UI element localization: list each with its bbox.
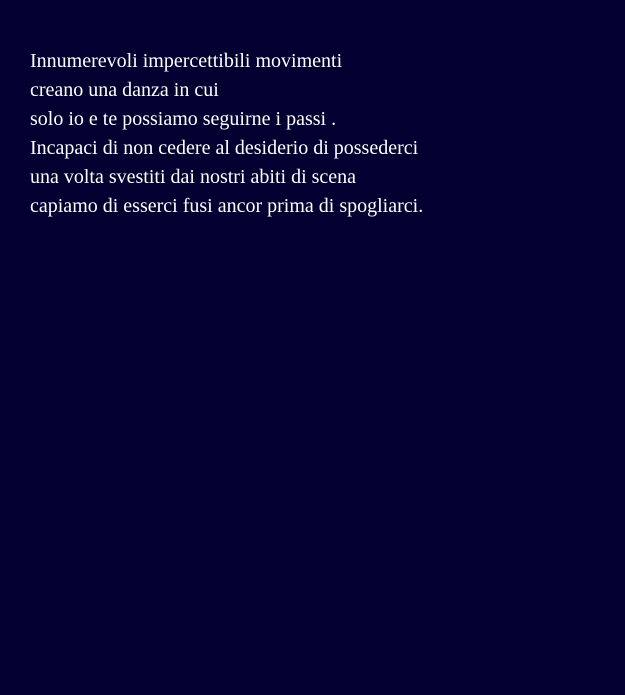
poem-line-5: una volta svestiti dai nostri abiti di scena: [30, 166, 357, 188]
poem-line-3: solo io e te possiamo seguirne i passi .: [30, 108, 337, 130]
poem-line-1: Innumerevoli impercettibili movimenti: [30, 50, 343, 72]
poem-line-6: capiamo di esserci fusi ancor prima di spogliarci.: [30, 195, 424, 217]
poem-line-4: Incapaci di non cedere al desiderio di possederci: [30, 137, 419, 159]
poem-text: [30, 47, 423, 221]
poem-line-2: creano una danza in cui: [30, 79, 219, 101]
